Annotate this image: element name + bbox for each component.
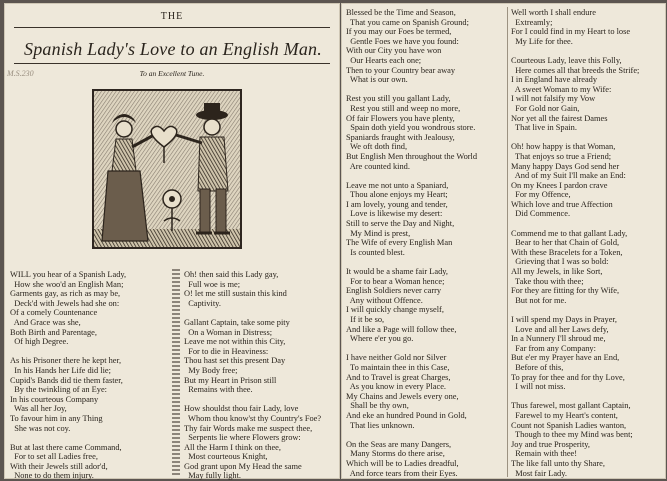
ornamental-border [172, 269, 180, 475]
broadside-left-sheet [4, 3, 340, 479]
tune-line: To an Excellent Tune. [139, 69, 205, 78]
shelfmark: M.S.230 [7, 69, 34, 78]
broadside-right-sheet [341, 3, 666, 479]
column-divider [507, 7, 508, 477]
ballad-title: Spanish Lady's Love to an English Man. [24, 39, 322, 59]
title-rule-top [14, 27, 330, 28]
title-rule-bottom [14, 63, 330, 64]
woodcut-illustration [92, 89, 242, 249]
verse-column-middle: Blessed be the Time and Season, That you came on Spanish Ground; If you may our Foes be termed, Gentle Foes we have you found: With our City you have won Our Hearts each one; Then to your Country bear away What is our own. Rest you still you gallant Lady, Rest you still and weep no more, Of fair Flowers you have plenty, Spain doth yield you wondrous store. Spaniards fraught with Jealousy, We oft doth find, But English Men throughout the World Are counted kind. Leave me not unto a Spaniard, Thou alone enjoys my Heart; I am lovely, young and tender, Love is likewise my desert: Still to serve the Day and Night, My Mind is prest, The Wife of every English Man Is counted blest. It would be a shame fair Lady, For to bear a Woman hence; English Soldiers never carry Any without Offence. I will quickly change myself, If it be so, And like a Page will follow thee, Where e'er you go. I have neither Gold nor Silver To maintain thee in this Case, And to Travel is great Charges, As you know in every Place. My Chains and Jewels every one, Shall be thy own, And eke an hundred Pound in Gold, That lies unknown. On the Seas are many Dangers, Many Storms do there arise, Which will be to Ladies dreadful, And force tears from their Eyes. [346, 8, 478, 478]
woodcut-image [94, 91, 240, 247]
verse-column-right: Well worth I shall endure Extreamly; For I could find in my Heart to lose My Life for thee. Courteous Lady, leave this Folly, Here comes all that breeds the Strife; I in England have already A sweet Woman to my Wife: I will not falsify my Vow For Gold nor Gain, Nor yet all the fairest Dames That live in Spain. Oh! how happy is that Woman, That enjoys so true a Friend; Many happy Days God send her And of my Suit I'll make an End: On my Knees I pardon crave For my Offence, Which love and true Affection Did Commence. Commend me to that gallant Lady, Bear to her that Chain of Gold, With these Bracelets for a Token, Grieving that I was so bold: All my Jewels, in like Sort, Take thou with thee; For they are fitting for thy Wife, But not for me. I will spend my Days in Prayer, Love and all her Laws defy, In a Nunnery I'll shroud me, Far from any Company: But e'er my Prayer have an End, Before of this, To pray for thee and for thy Love, I will not miss. Thus farewel, most gallant Captain, Farewel to my Heart's content, Count not Spanish Ladies wanton, Though to thee my Mind was bent; Joy and true Prosperity, Remain with thee! The like fall unto thy Share, Most fair Lady. [511, 8, 640, 478]
verse-column-left-a: WILL you hear of a Spanish Lady, How she woo'd an English Man; Garments gay, as rich as may be, Deck'd with Jewels had she on: Of a comely Countenance And Grace was she, Both Birth and Parentage, Of high Degree. As his Prisoner there he kept her, In his Hands her Life did lie; Cupid's Bands did tie them faster, By the twinkling of an Eye: In his courteous Company Was all her Joy, To favour him in any Thing She was not coy. But at last there came Command, For to set all Ladies free, With their Jewels still ador'd, None to do them injury. [10, 270, 127, 481]
verse-column-left-b: Oh! then said this Lady gay, Full woe is me; O! let me still sustain this kind Captivity. Gallant Captain, take some pity On a Woman in Distress; Leave me not within this City, For to die in Heaviness: Thou hast set this present Day My Body free; But my Heart in Prison still Remains with thee. How shouldst thou fair Lady, love Whom thou know'st thy Country's Foe? Thy fair Words make me suspect thee, Serpents lie where Flowers grow: All the Harm I think on thee, Most courteous Knight, God grant upon My Head the same May fully light. [184, 270, 322, 481]
the-heading: THE [160, 11, 184, 22]
